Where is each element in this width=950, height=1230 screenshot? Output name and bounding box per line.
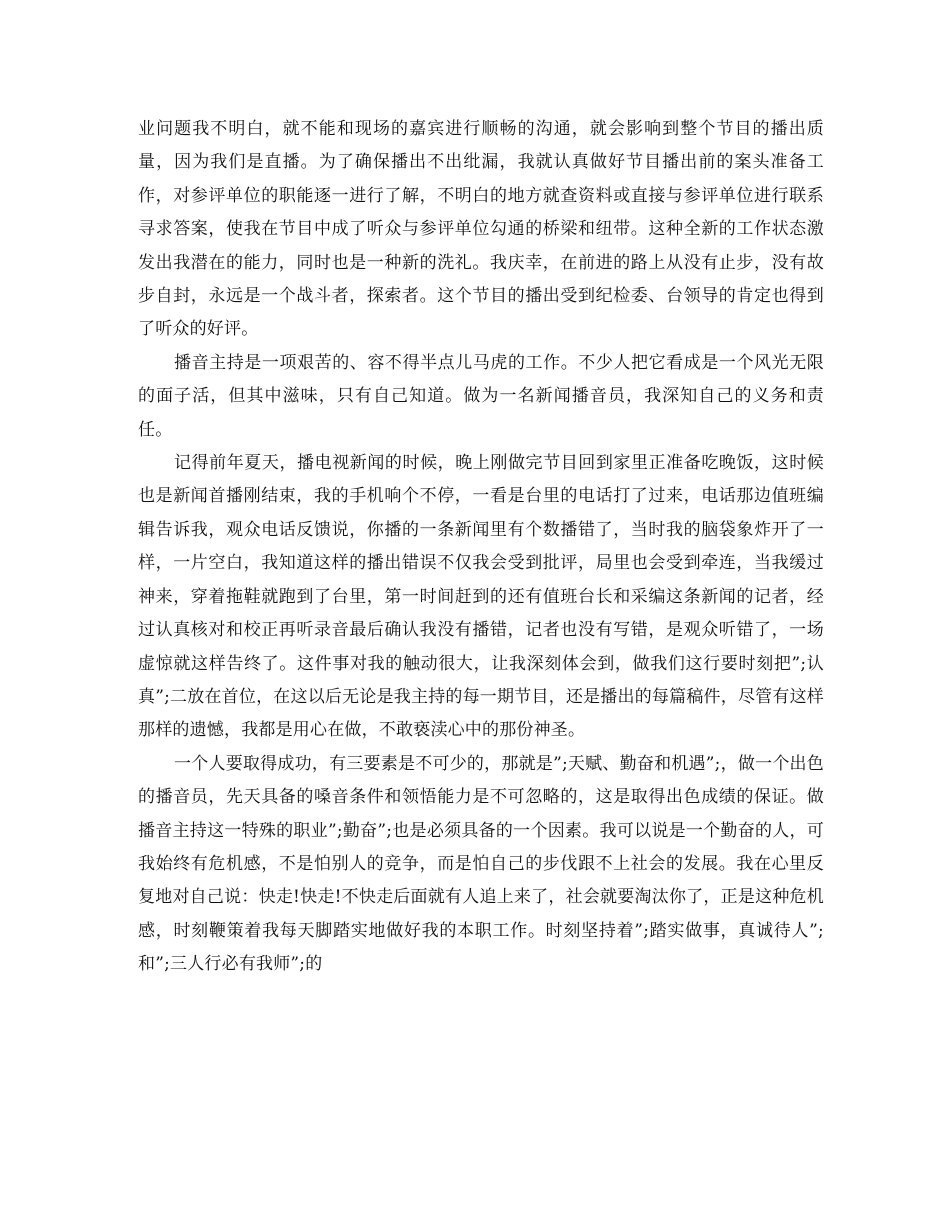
paragraph-success-factors: 一个人要取得成功，有三要素是不可少的，那就是”;天赋、勤奋和机遇”;，做一个出色的播音员，先天具备的嗓音条件和领悟能力是不可忽略的，这是取得出色成绩的保证。做播音主持这一特殊的职业”;勤奋”;也是必须具备的一个因素。我可以说是一个勤奋的人，可我始终有危机感，不是怕别人的竞争，而是怕自己的步伐跟不上社会的发展。我在心里反复地对自己说：快走!快走!不快走后面就有人追上来了，社会就要淘汰你了，正是这种危机感，时刻鞭策着我每天脚踏实地做好我的本职工作。时刻坚持着”;踏实做事，真诚待人”;和”;三人行必有我师”;的 [138, 753, 824, 975]
paragraph-news-incident: 记得前年夏天，播电视新闻的时候，晚上刚做完节目回到家里正准备吃晚饭，这时候也是新闻首播刚结束，我的手机响个不停，一看是台里的电话打了过来，电话那边值班编辑告诉我，观众电话反馈说，你播的一条新闻里有个数播错了，当时我的脑袋象炸开了一样，一片空白，我知道这样的播出错误不仅我会受到批评，局里也会受到牵连，当我缓过神来，穿着拖鞋就跑到了台里，第一时间赶到的还有值班台长和采编这条新闻的记者，经过认真核对和校正再听录音最后确认我没有播错，记者也没有写错，是观众听错了，一场虚惊就这样告终了。这件事对我的触动很大，让我深刻体会到，做我们这行要时刻把”;认真”;二放在首位，在这以后无论是我主持的每一期节目，还是播出的每篇稿件，尽管有这样那样的遗憾，我都是用心在做，不敢亵渎心中的那份神圣。 [138, 453, 824, 741]
paragraph-continued: 业问题我不明白，就不能和现场的嘉宾进行顺畅的沟通，就会影响到整个节目的播出质量，因为我们是直播。为了确保播出不出纰漏，我就认真做好节目播出前的案头准备工作，对参评单位的职能逐一进行了解，不明白的地方就查资料或直接与参评单位进行联系寻求答案，使我在节目中成了听众与参评单位勾通的桥梁和纽带。这种全新的工作状态激发出我潜在的能力，同时也是一种新的洗礼。我庆幸，在前进的路上从没有止步，没有故步自封，永远是一个战斗者，探索者。这个节目的播出受到纪检委、台领导的肯定也得到了听众的好评。 [138, 119, 824, 340]
paragraph-broadcasting-hardship: 播音主持是一项艰苦的、容不得半点儿马虎的工作。不少人把它看成是一个风光无限的面子活，但其中滋味，只有自己知道。做为一名新闻播音员，我深知自己的义务和责任。 [138, 352, 824, 440]
document-body [138, 113, 824, 982]
